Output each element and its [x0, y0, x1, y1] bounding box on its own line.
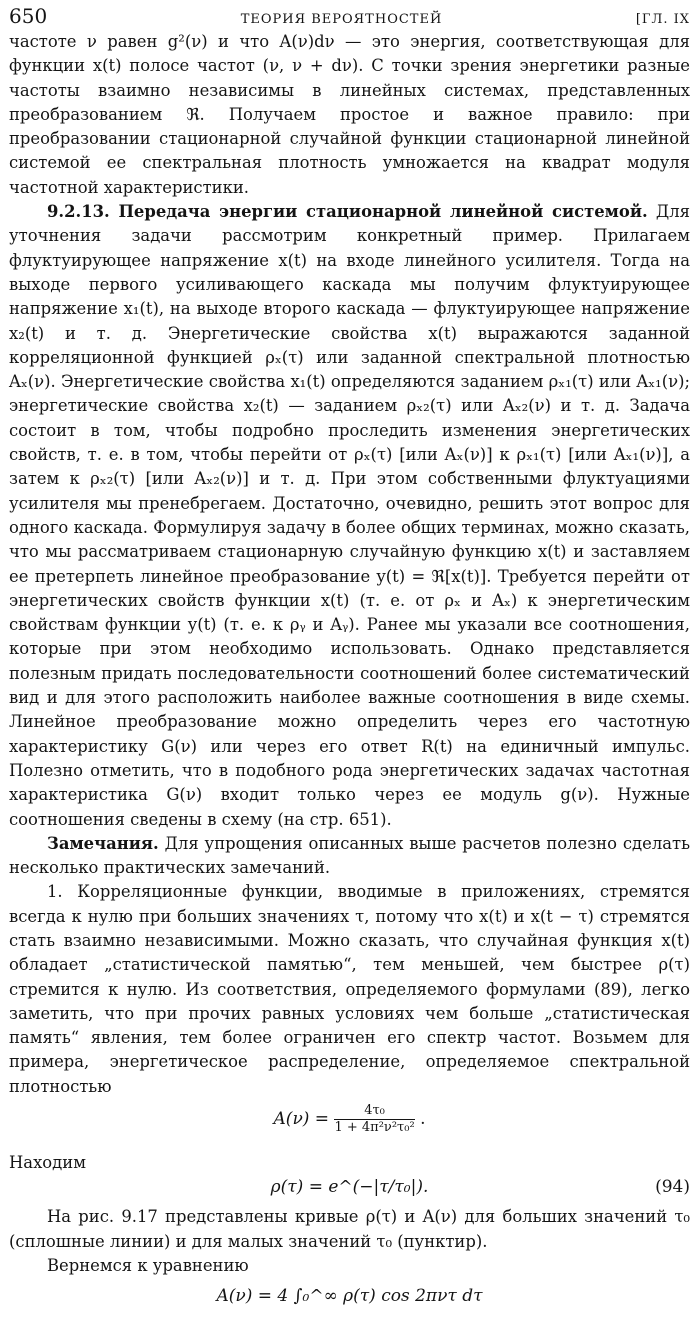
formula-correlation: ρ(τ) = e^(−|τ/τ₀|).	[270, 1177, 429, 1198]
paragraph-spectral-rule: частоте ν равен g²(ν) и что A(ν)dν — это энергия, соответствующая для функции x(t) полосе частот (ν, ν + dν). С точки зрения энергетики разные частоты взаимно независимы в линейных системах, представленных преобразованием ℜ. Получаем простое и важное правило: при преобразовании стационарной случайной функции стационарной линейной системой ее спектральная плотность умножается на квадрат модуля частотной характеристики.	[9, 32, 690, 197]
equation-number: (94)	[655, 1177, 690, 1198]
section-heading: 9.2.13. Передача энергии стационарной линейной системой.	[47, 202, 648, 222]
section-body: Для уточнения задачи рассмотрим конкретный пример. Прилагаем флуктуирующее напряжение x(t) на входе линейного усилителя. Тогда на выходе первого усиливающего каскада мы получим флуктуирующее напряжение x₁(t), на выходе второго каскада — флуктуирующее напряжение x₂(t) и т. д. Энергетические свойства x(t) выражаются заданной корреляционной функцией ρₓ(τ) или заданной спектральной плотностью Aₓ(ν). Энергетические свойства x₁(t) определяются заданием ρₓ₁(τ) или Aₓ₁(ν); энергетические свойства x₂(t) — заданием ρₓ₂(τ) или Aₓ₂(ν) и т. д. Задача состоит в том, чтобы подробно проследить изменения энергетических свойств, т. е. в том, чтобы перейти от ρₓ(τ) [или Aₓ(ν)] к ρₓ₁(τ) [или Aₓ₁(ν)], а затем к ρₓ₂(τ) [или Aₓ₂(ν)] и т. д. При этом собственными флуктуациями усилителя мы пренебрегаем. Достаточно, очевидно, решить этот вопрос для одного каскада. Формулируя задачу в более общих терминах, можно сказать, что мы рассматриваем стационарную случайную функцию x(t) и заставляем ее претерпеть линейное преобразование y(t) = ℜ[x(t)]. Требуется перейти от энергетических свойств функции x(t) (т. е. от ρₓ и Aₓ) к энергетическим свойствам функции y(t) (т. е. к ρᵧ и Aᵧ). Ранее мы указали все соотношения, которые при этом необходимо использовать. Однако представляется полезным придать последовательности соотношений более систематический вид и для этого расположить наиболее важные соотношения в виде схемы. Линейное преобразование можно определить через его частотную характеристику G(ν) или через его ответ R(t) на единичный импульс. Полезно отметить, что в подобного рода энергетических задачах частотная характеристика G(ν) входит только через ее модуль g(ν). Нужные соотношения сведены в схему (на стр. 651).	[9, 202, 690, 829]
remarks-heading: Замечания.	[47, 833, 159, 853]
running-header	[9, 4, 690, 30]
paragraph-figure-ref: На рис. 9.17 представлены кривые ρ(τ) и A(ν) для больших значений τ₀ (сплошные линии) и для малых значений τ₀ (пунктир).	[9, 1207, 690, 1251]
paragraph-remark-1: 1. Корреляционные функции, вводимые в приложениях, стремятся всегда к нулю при больших значениях τ, потому что x(t) и x(t − τ) стремятся стать взаимно независимыми. Можно сказать, что случайная функция x(t) обладает „статистической памятью“, тем меньшей, чем быстрее ρ(τ) стремится к нулю. Из соответствия, определяемого формулами (89), легко заметить, что при прочих равных условиях чем больше „статистическая память“ явления, тем более ограничен его спектр частот. Возьмем для примера, энергетическое распределение, определяемое спектральной плотностью	[9, 882, 690, 1096]
formula-fraction	[334, 1103, 414, 1136]
remarks-body: Для упрощения описанных выше расчетов полезно сделать несколько практических замечаний.	[9, 833, 690, 878]
fraction-numerator: 4τ₀	[334, 1103, 414, 1120]
running-title: ТЕОРИЯ ВЕРОЯТНОСТЕЙ	[240, 12, 443, 27]
paragraph-remarks	[9, 832, 690, 881]
formula-94	[9, 1175, 690, 1205]
formula-integral	[9, 1284, 690, 1324]
formula-period: .	[420, 1109, 426, 1130]
formula-spectral-density	[9, 1103, 690, 1151]
page-number: 650	[9, 4, 48, 28]
paragraph-section-9-2-13	[9, 200, 690, 832]
find-label: Находим	[9, 1153, 86, 1173]
formula-integral-text: A(ν) = 4 ∫₀^∞ ρ(τ) cos 2πντ dτ	[216, 1286, 483, 1307]
paragraph-return: Вернемся к уравнению	[47, 1255, 249, 1275]
fraction-denominator: 1 + 4π²ν²τ₀²	[334, 1120, 415, 1136]
book-page	[9, 4, 690, 1324]
formula-lhs: A(ν) =	[273, 1109, 330, 1130]
chapter-label: [ГЛ. IX	[635, 12, 690, 27]
